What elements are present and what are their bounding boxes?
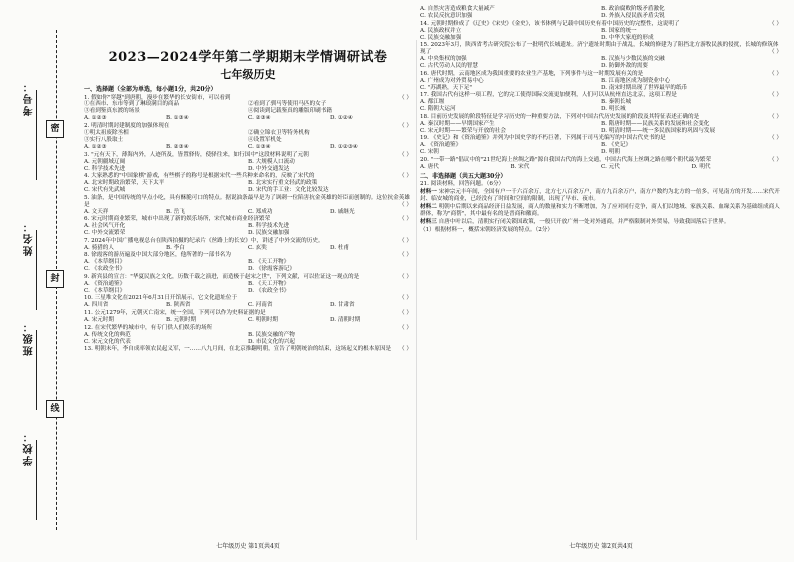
choice-list <box>84 209 412 216</box>
choice-option: C. 河南省 <box>248 302 273 309</box>
question-stem: 19. 《史记》和《资治通鉴》并列为中国史学的不朽巨著，下列属于司马光编写的中国古代史书的是 <box>420 135 666 142</box>
answer-parentheses: （ ） <box>399 295 412 302</box>
choice-option: B. 政治腐败阶级矛盾激化 <box>601 6 665 12</box>
question-item <box>84 195 412 216</box>
question-item <box>420 71 782 92</box>
binding-margin <box>0 0 72 562</box>
choice-option: C. 宋朝 <box>420 149 439 156</box>
choice-option: D. 戚继光 <box>330 208 355 215</box>
question-item <box>84 123 412 151</box>
answer-parentheses: （ ） <box>399 173 412 180</box>
statement-item: ①明太祖废除丞相 <box>84 130 129 137</box>
choice-option: A. ①②③ <box>84 143 107 150</box>
choice-option: B. ①③④ <box>166 115 189 122</box>
material-block <box>420 189 782 203</box>
choice-option: C. 宋元时期——繁荣与开放的社会 <box>420 127 506 134</box>
question-stem: 20. "一带一路"倡议中的"21世纪海上丝绸之路"源自我国古代的海上交通，中国古代海上丝绸之路在哪个朝代最为繁荣 <box>420 156 711 163</box>
choice-list <box>420 142 782 156</box>
seal-char-xian: 线 <box>46 400 64 418</box>
choice-option: B. 科学技术先进 <box>248 223 290 230</box>
choice-option: D. 宋代的手工业：文化比较发达 <box>248 187 329 194</box>
school-blank <box>36 440 37 520</box>
choice-list <box>420 99 782 113</box>
choice-option: C. 古代劳动人民的智慧 <box>420 63 478 70</box>
material-block <box>420 219 782 226</box>
choice-option: A. 民族政权并立 <box>420 27 462 34</box>
statement-item: ③实行八股取士 <box>84 137 124 143</box>
question-item <box>420 157 782 171</box>
choice-option: C. 宋代有先武城 <box>84 187 126 194</box>
statement-list <box>84 101 412 115</box>
question-item <box>84 325 412 346</box>
answer-parentheses: （ ） <box>399 273 412 280</box>
exam-title: 2023—2024学年第二学期期末学情调研试卷 <box>108 50 388 65</box>
answer-parentheses: （ ） <box>399 252 412 259</box>
choice-option: A. 北宋时期政治繁荣，天下太平 <box>84 180 165 187</box>
question-item <box>420 21 782 42</box>
choice-option: C. 宋元文化的代表 <box>84 338 131 345</box>
right-column <box>420 0 782 562</box>
name-label: 姓名： <box>24 220 35 256</box>
answer-parentheses: （ ） <box>399 151 412 158</box>
choice-option: D. 防御外敌的需要 <box>601 63 648 70</box>
question-stem: 17. 我国古代有这样一项工程，它的完工使得国际交流更加便利，人们可以从杭州直达北京，这项工程是 <box>420 92 677 99</box>
choice-option: B. 李白 <box>166 244 185 251</box>
choice-option: A. 文天祥 <box>84 208 109 215</box>
choice-option: D. 杜甫 <box>330 244 350 251</box>
class-label: 班级： <box>24 320 35 356</box>
exam-subtitle: 七年级历史 <box>220 68 276 82</box>
choice-list <box>84 245 412 252</box>
material-label: 材料三 <box>420 219 437 226</box>
question-item <box>84 95 412 123</box>
choice-option: B. 陕西省 <box>166 302 191 309</box>
choice-option: B. 汉族与少数民族的交融 <box>601 56 665 63</box>
answer-parentheses: （ ） <box>769 49 782 56</box>
exam-number-label: 考号： <box>24 80 35 116</box>
question-item <box>84 173 412 194</box>
choice-option: A. 《资治通鉴》 <box>420 142 462 149</box>
question-stem: 1. 假如你"穿越"到唐朝，漫步在繁华的长安街市，可以看到 <box>84 94 231 101</box>
choice-list <box>420 28 782 42</box>
choice-option: B. 宋代 <box>510 163 530 170</box>
answer-parentheses: （ ） <box>399 201 412 208</box>
left-column <box>84 0 412 562</box>
choice-option: A. 宋元时期 <box>84 316 114 323</box>
section-nonchoice-heading: 二、非选择题（共五大题30分） <box>420 172 507 180</box>
choice-option: B. 岳飞 <box>166 208 185 215</box>
question-stem: 6. 宋元时期商业繁荣，城市中出现了新的娱乐场所，宋代城市商业经济繁荣 <box>84 216 271 223</box>
answer-parentheses: （ ） <box>769 156 782 163</box>
exam-number-blank <box>36 90 37 180</box>
choice-option: D. 《徐霞客游记》 <box>248 266 295 273</box>
choice-option: B. 江南地区成为制瓷业中心 <box>601 77 671 84</box>
choice-option: A. 自然灾害造成粮食大量减产 <box>420 6 495 12</box>
choice-option: D. 明长城 <box>601 106 626 113</box>
choice-option: C. "苏湖熟，天下足" <box>420 84 472 91</box>
statement-item: ②看到了驯马等使用马匹的女子 <box>248 101 327 108</box>
question-stem: 16. 唐代时期，云南地区成为我国重要的农业生产基地，下列事件与这一时期发展有关的是 <box>420 70 644 77</box>
section-choice-heading: 一、选择题（全部为单选，每小题1分，共20分） <box>84 86 217 93</box>
material-text: 明朝中后期以来商品经济日益发展，商人的数量和实力不断增加，为了应对同行竞争，商人们以地域、家族关系、血缘关系为基础组成商人群体，称为"商帮"，其中最有名的是晋商和徽商。 <box>420 204 780 218</box>
question-stem: 5. 油条，是中国传统的早点小吃，具有酥脆可口的特点。据说油条最早是为了讽刺一位陷害抗金英雄的奸臣而创制的。这位抗金英雄是 <box>84 194 410 208</box>
choice-option: A. 传统文化的典范 <box>84 331 131 338</box>
choice-list <box>420 121 782 135</box>
choice-option: B. 《史记》 <box>601 142 632 149</box>
choice-option: C. 郑成功 <box>248 208 273 215</box>
question-stem: 13. 明朝末年，李自成率领农民起义军，一……八九月间，在北京推翻明朝，宣告了明朝统治的结束，这场起义的根本原因是 <box>84 346 392 353</box>
choice-list <box>420 78 782 92</box>
answer-parentheses: （ ） <box>769 20 782 27</box>
question-stem: 14. 元朝时期修成了《辽史》《宋史》《金史》，该书体例与记载中国历史有着中国历史的完整性，这说明了 <box>420 20 680 27</box>
choice-option: A. 《本草纲目》 <box>84 259 126 266</box>
choice-option: B. 北宋实行重文轻武的政策 <box>248 180 318 187</box>
answer-parentheses: （ ） <box>399 309 412 316</box>
question-item <box>84 252 412 273</box>
choice-option: A. 四川省 <box>84 302 109 309</box>
choice-list <box>420 6 782 20</box>
choice-option: D. 中华大家庭的形成 <box>601 34 654 41</box>
question-21-sub-1: （1）根据材料一，概括宋朝经济发展的特点。（2分） <box>420 227 553 234</box>
answer-parentheses: （ ） <box>399 324 412 331</box>
question-item <box>84 216 412 237</box>
choice-option: D. 《农政全书》 <box>248 287 290 294</box>
choice-option: B. 《天工开物》 <box>248 280 290 287</box>
question-item <box>84 346 412 353</box>
material-label: 材料二 <box>420 204 437 211</box>
question-stem: 7. 2024年中国广播电视总台在陕西拍摄的纪录片《丝路上的长安》中，讲述了中外交流的历史。 <box>84 237 324 244</box>
choice-option: C. ②③④ <box>248 115 271 122</box>
choice-option: C. 《本草纲目》 <box>84 287 126 294</box>
question-item <box>420 6 782 20</box>
choice-option: D. 中外交通发达 <box>248 165 290 172</box>
question-item <box>84 295 412 309</box>
school-label: 学校： <box>24 430 35 466</box>
choice-list <box>84 332 412 346</box>
name-blank <box>36 230 37 310</box>
choice-option: A. 秦汉时期——早期国家产生 <box>420 120 495 127</box>
choice-option: B. 《天工开物》 <box>248 259 290 266</box>
seal-char-feng: 封 <box>46 270 64 288</box>
question-stem: 11. 公元1279年，元朝灭亡南宋，统一全国，下列可以作为史料证据的是 <box>84 309 266 316</box>
choice-list <box>84 223 412 237</box>
question-stem: 12. 在宋代繁华的城市中，有专门供人们娱乐的场所 <box>84 324 213 331</box>
question-stem: 9. 新宾县的宣言："华夏民族之文化，历数千载之演进，而造极于赵宋之世"，下列文献，可以佐证这一观点的是 <box>84 273 360 280</box>
page-footer-right: 七年级历史 第2页共4页 <box>569 542 633 550</box>
answer-parentheses: （ ） <box>399 123 412 130</box>
seal-char-mi: 密 <box>46 120 64 138</box>
question-item <box>84 310 412 324</box>
choice-list <box>420 164 782 171</box>
choice-option: C. 玄奘 <box>248 244 267 251</box>
choice-option: A. 社会风气开化 <box>84 223 126 230</box>
choice-option: C. 明朝时期 <box>248 316 279 323</box>
answer-parentheses: （ ） <box>769 113 782 120</box>
question-stem: 3. "元有天下，薄海内外，人迹所及，皆置驿传，使驿往来，如行国中"这段材料说明了元朝 <box>84 151 309 158</box>
choice-option: A. 广州成为对外贸易中心 <box>420 77 484 84</box>
answer-parentheses: （ ） <box>399 94 412 101</box>
statement-item: ④设置军机处 <box>248 137 282 143</box>
question-item <box>84 152 412 173</box>
choice-option: D. 南宋时期出现了世界最早的纸币 <box>601 84 688 91</box>
question-stem: 10. 三星堆文化在2021年6月31日开馆展示，它文化遗址位于 <box>84 295 238 302</box>
choice-option: C. 隋朝大运河 <box>420 106 456 113</box>
answer-parentheses: （ ） <box>399 346 412 353</box>
statement-item: ①在西市、东市等到了琳琅满目的商品 <box>84 101 180 108</box>
choice-list <box>420 56 782 70</box>
choice-list <box>84 115 412 122</box>
choice-option: B. 民族交融的产物 <box>248 331 295 338</box>
choice-option: B. 国家的统一 <box>601 27 637 34</box>
question-stem: 8. 徐霞客的游历遍及中国大部分地区，他所著的一部书名为 <box>84 252 231 259</box>
question-stem: 18. 目前历史发展的阶段特征是学习历史的一种重要方法，下列对中国古代历史发展的阶段及其特征表述正确的是 <box>420 113 700 120</box>
answer-parentheses: （ ） <box>399 237 412 244</box>
question-item <box>420 114 782 135</box>
statement-item: ④阅读到记载鉴真的雕版印刷书籍 <box>248 108 332 115</box>
choice-option: D. 明朝 <box>601 149 621 156</box>
choice-option: B. 大规模人口流动 <box>248 158 295 165</box>
choice-option: A. 《资治通鉴》 <box>84 280 126 287</box>
choice-option: C. 科学技术先进 <box>84 165 126 172</box>
answer-parentheses: （ ） <box>769 70 782 77</box>
choice-option: D. 市民文化的兴起 <box>248 338 295 345</box>
answer-parentheses: （ ） <box>399 216 412 223</box>
choice-list <box>84 317 412 324</box>
choice-option: D. 明清时期——统一多民族国家的巩固与发展 <box>601 127 716 134</box>
choice-option: A. 都江堰 <box>420 99 445 106</box>
material-block <box>420 204 782 218</box>
choice-option: A. 元朝疆域辽阔 <box>84 158 126 165</box>
question-item <box>84 274 412 295</box>
choice-list <box>84 281 412 295</box>
answer-parentheses: （ ） <box>769 92 782 99</box>
question-item <box>84 238 412 252</box>
question-stem: 4. 大家熟悉的"中国象棋"游戏，有些棋子的称号是根据宋代一些兵种来命名的，反映了宋代的 <box>84 173 315 180</box>
choice-list <box>84 144 412 151</box>
choice-option: B. 元朝时期 <box>166 316 197 323</box>
choice-list <box>84 159 412 173</box>
choice-option: C. 中外交流繁荣 <box>84 230 126 237</box>
choice-option: D. ①②③④ <box>330 143 358 150</box>
choice-option: A. 骑猎的人 <box>84 244 114 251</box>
choice-option: C. 民族交融加强 <box>420 34 462 41</box>
choice-option: A. ①②③ <box>84 115 107 122</box>
material-list <box>420 189 782 226</box>
choice-list <box>84 302 412 309</box>
material-text: 自唐中叶以后，清朝实行闭关锁国政策，一般只开放广州一处对外通商，并严格限制对外贸易，导致我国落后于世界。 <box>438 219 730 226</box>
question-item <box>420 92 782 113</box>
choice-option: B. 隋唐时期——民族关系的发展和社会变化 <box>601 120 710 127</box>
answer-parentheses: （ ） <box>769 135 782 142</box>
choice-option: C. 农民反抗意识加强 <box>420 12 473 19</box>
choice-option: D. 清朝时期 <box>330 316 361 323</box>
question-item <box>420 42 782 70</box>
choice-option: D. 民族交融加强 <box>248 230 290 237</box>
right-question-list <box>420 6 782 171</box>
question-item <box>420 135 782 156</box>
choice-option: D. 甘肃省 <box>330 302 355 309</box>
statement-item: ②确立锦衣卫等特务机构 <box>248 130 310 137</box>
choice-list <box>84 180 412 194</box>
choice-option: A. 唐代 <box>420 163 439 170</box>
choice-option: D. ①②④ <box>330 115 353 122</box>
page-footer-left: 七年级历史 第1页共4页 <box>216 542 280 550</box>
choice-option: B. ②③④ <box>166 143 189 150</box>
choice-option: C. ①③④ <box>248 143 271 150</box>
class-blank <box>36 330 37 410</box>
left-question-list <box>84 95 412 354</box>
statement-item: ③看到鉴真东渡的场景 <box>84 108 140 115</box>
choice-option: A. 中央集权的加强 <box>420 56 467 63</box>
question-21-stem: 21. 阅读材料，回答问题。（6分） <box>420 181 505 188</box>
question-stem: 15. 2023年3月，陕西省考古研究院公布了一批明代长城遗址。济宁遗址时期由于战乱，长城的修建为了阻挡北方游牧民族的侵扰，长城的修筑体现了 <box>420 42 779 56</box>
page-divider <box>416 40 417 540</box>
choice-option: D. 外族入侵民族矛盾尖锐 <box>601 12 665 19</box>
statement-list <box>84 130 412 144</box>
question-stem: 2. 明清时期封建制度的加强体现在 <box>84 123 170 130</box>
choice-option: B. 秦朝长城 <box>601 99 632 106</box>
choice-option: C. 元代 <box>601 163 620 170</box>
material-label: 材料一 <box>420 189 437 196</box>
choice-option: C. 《农政全书》 <box>84 266 126 273</box>
material-text: 宋神宗元丰年间，全国有户一千六百余万，北方七八百余万户，南方九百余万户，南方户数约为北方的一倍多，可见南方的开发……宋代开封、临安城的商业，已经没有了时间和空间的限制，出现了早市、夜市。 <box>420 189 780 203</box>
choice-option: D. 明代 <box>691 163 711 170</box>
choice-list <box>84 259 412 273</box>
